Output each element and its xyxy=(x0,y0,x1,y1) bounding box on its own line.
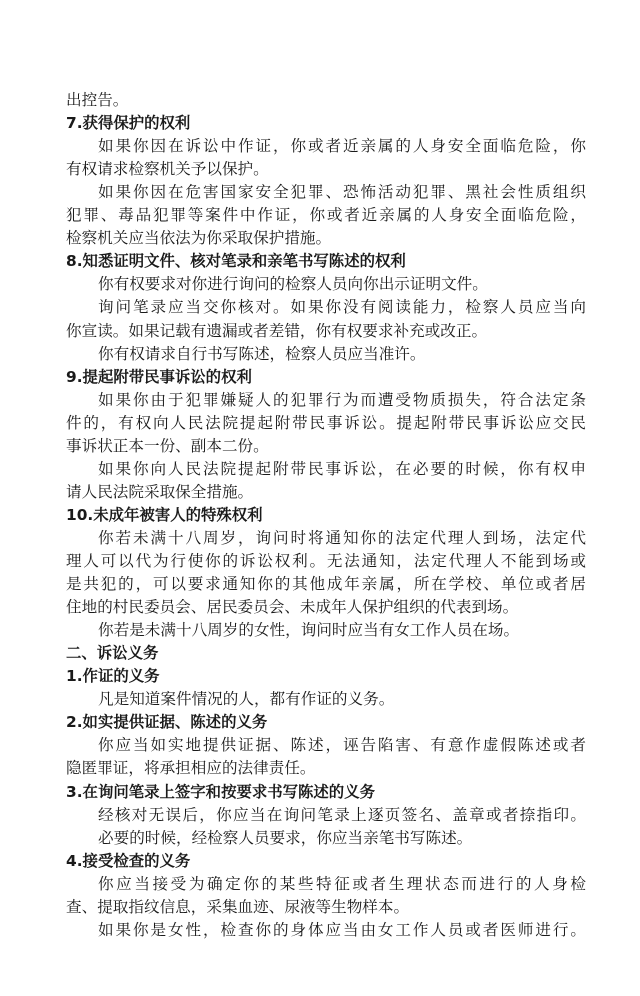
paragraph-line: 检察机关应当依法为你采取保护措施。 xyxy=(66,229,332,247)
paragraph-line: 请人民法院采取保全措施。 xyxy=(66,483,254,501)
paragraph-line: 你应当接受为确定你的某些特征或者生理状态而进行的人身检 xyxy=(98,875,586,893)
paragraph-line: 如果你由于犯罪嫌疑人的犯罪行为而遭受物质损失，符合法定条 xyxy=(98,391,586,409)
paragraph-line: 是共犯的，可以要求通知你的其他成年亲属，所在学校、单位或者居 xyxy=(66,575,586,593)
paragraph-line: 你宣读。如果记载有遗漏或者差错，你有权要求补充或改正。 xyxy=(66,322,488,340)
paragraph-line: 你应当如实地提供证据、陈述，诬告陷害、有意作虚假陈述或者 xyxy=(98,736,586,754)
paragraph-line: 你有权要求对你进行询问的检察人员向你出示证明文件。 xyxy=(98,275,488,293)
paragraph-line: 你若未满十八周岁，询问时将通知你的法定代理人到场，法定代 xyxy=(98,529,586,547)
paragraph-line: 必要的时候，经检察人员要求，你应当亲笔书写陈述。 xyxy=(98,829,473,847)
paragraph-line: 件的，有权向人民法院提起附带民事诉讼。提起附带民事诉讼应交民 xyxy=(66,414,586,432)
paragraph-line: 询问笔录应当交你核对。如果你没有阅读能力，检察人员应当向 xyxy=(98,298,586,316)
paragraph-line: 如果你因在诉讼中作证，你或者近亲属的人身安全面临危险，你 xyxy=(98,137,586,155)
paragraph-line: 住地的村民委员会、居民委员会、未成年人保护组织的代表到场。 xyxy=(66,598,519,616)
paragraph-line: 事诉状正本一份、副本二份。 xyxy=(66,437,269,455)
paragraph-line: 如果你是女性，检查你的身体应当由女工作人员或者医师进行。 xyxy=(98,921,586,939)
paragraph-line: 理人可以代为行使你的诉讼权利。无法通知，法定代理人不能到场或 xyxy=(66,552,586,570)
paragraph-line: 你有权请求自行书写陈述，检察人员应当准许。 xyxy=(98,345,426,363)
section-heading: 二、诉讼义务 xyxy=(66,644,159,662)
paragraph-line: 隐匿罪证，将承担相应的法律责任。 xyxy=(66,759,316,777)
paragraph-line: 犯罪、毒品犯罪等案件中作证，你或者近亲属的人身安全面临危险， xyxy=(66,206,586,224)
paragraph-line: 有权请求检察机关予以保护。 xyxy=(66,160,269,178)
section-heading: 8.知悉证明文件、核对笔录和亲笔书写陈述的权利 xyxy=(66,252,406,270)
paragraph-line: 你若是未满十八周岁的女性，询问时应当有女工作人员在场。 xyxy=(98,621,520,639)
section-heading: 4.接受检查的义务 xyxy=(66,852,191,870)
paragraph-line: 经核对无误后，你应当在询问笔录上逐页签名、盖章或者捺指印。 xyxy=(98,806,586,824)
section-heading: 3.在询问笔录上签字和按要求书写陈述的义务 xyxy=(66,783,375,801)
section-heading: 7.获得保护的权利 xyxy=(66,114,191,132)
paragraph-line: 如果你因在危害国家安全犯罪、恐怖活动犯罪、黑社会性质组织 xyxy=(98,183,586,201)
section-heading: 10.未成年被害人的特殊权利 xyxy=(66,506,263,524)
section-heading: 2.如实提供证据、陈述的义务 xyxy=(66,713,268,731)
section-heading: 1.作证的义务 xyxy=(66,667,160,685)
paragraph-line: 如果你向人民法院提起附带民事诉讼，在必要的时候，你有权申 xyxy=(98,460,586,478)
paragraph-line: 出控告。 xyxy=(66,91,129,109)
paragraph-line: 凡是知道案件情况的人，都有作证的义务。 xyxy=(98,690,395,708)
section-heading: 9.提起附带民事诉讼的权利 xyxy=(66,368,252,386)
paragraph-line: 查、提取指纹信息，采集血迹、尿液等生物样本。 xyxy=(66,898,410,916)
